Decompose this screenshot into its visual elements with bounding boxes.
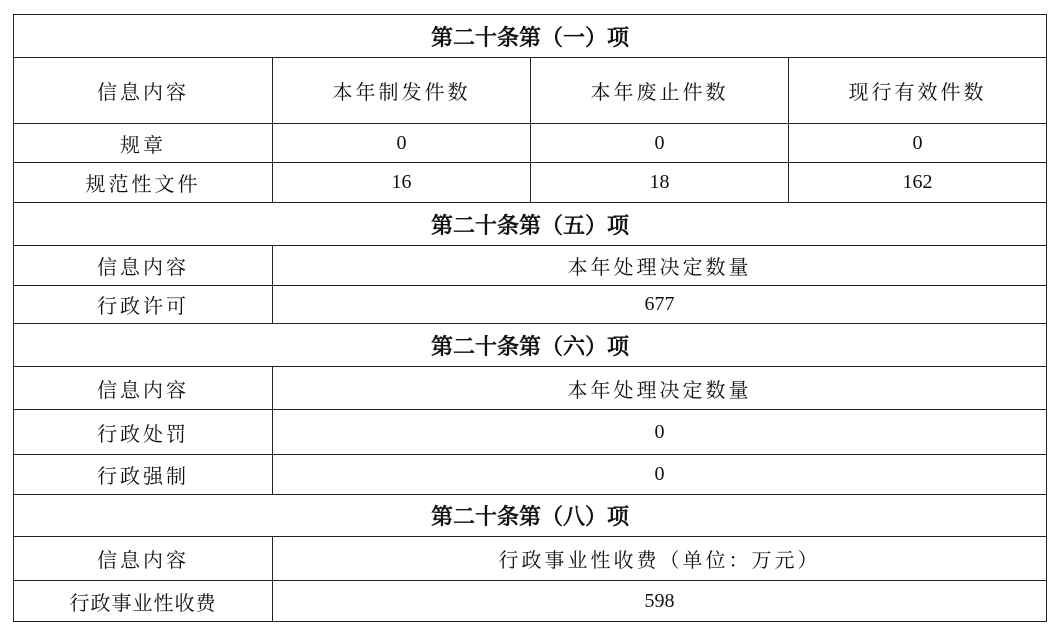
disclosure-table xyxy=(13,14,1047,622)
header-cell: 现行有效件数 xyxy=(789,58,1047,124)
cell-value: 677 xyxy=(273,286,1047,324)
row-label: 行政强制 xyxy=(14,455,273,495)
cell-value: 0 xyxy=(531,124,789,163)
cell-value: 0 xyxy=(273,124,531,163)
cell-value: 162 xyxy=(789,163,1047,203)
section-title-row xyxy=(14,203,1047,246)
table-row xyxy=(14,163,1047,203)
header-cell: 信息内容 xyxy=(14,246,273,286)
cell-value: 16 xyxy=(273,163,531,203)
table-row xyxy=(14,581,1047,622)
cell-value: 598 xyxy=(273,581,1047,622)
cell-value: 18 xyxy=(531,163,789,203)
table-row xyxy=(14,410,1047,455)
header-cell: 信息内容 xyxy=(14,367,273,410)
cell-value: 0 xyxy=(273,455,1047,495)
section-title: 第二十条第（一）项 xyxy=(14,15,1047,58)
section-title-row xyxy=(14,324,1047,367)
header-cell: 本年处理决定数量 xyxy=(273,246,1047,286)
table-row xyxy=(14,286,1047,324)
header-row xyxy=(14,537,1047,581)
row-label: 行政事业性收费 xyxy=(14,581,273,622)
header-row xyxy=(14,367,1047,410)
header-cell: 信息内容 xyxy=(14,537,273,581)
header-cell: 本年制发件数 xyxy=(273,58,531,124)
section-title: 第二十条第（八）项 xyxy=(14,495,1047,537)
header-row xyxy=(14,58,1047,124)
header-cell: 信息内容 xyxy=(14,58,273,124)
table-row xyxy=(14,124,1047,163)
section-title-row xyxy=(14,15,1047,58)
header-cell: 本年处理决定数量 xyxy=(273,367,1047,410)
row-label: 行政许可 xyxy=(14,286,273,324)
cell-value: 0 xyxy=(789,124,1047,163)
section-title: 第二十条第（六）项 xyxy=(14,324,1047,367)
header-row xyxy=(14,246,1047,286)
table-row xyxy=(14,455,1047,495)
header-cell: 行政事业性收费（单位：万元） xyxy=(273,537,1047,581)
header-cell: 本年废止件数 xyxy=(531,58,789,124)
row-label: 规章 xyxy=(14,124,273,163)
row-label: 规范性文件 xyxy=(14,163,273,203)
section-title-row xyxy=(14,495,1047,537)
section-title: 第二十条第（五）项 xyxy=(14,203,1047,246)
cell-value: 0 xyxy=(273,410,1047,455)
row-label: 行政处罚 xyxy=(14,410,273,455)
